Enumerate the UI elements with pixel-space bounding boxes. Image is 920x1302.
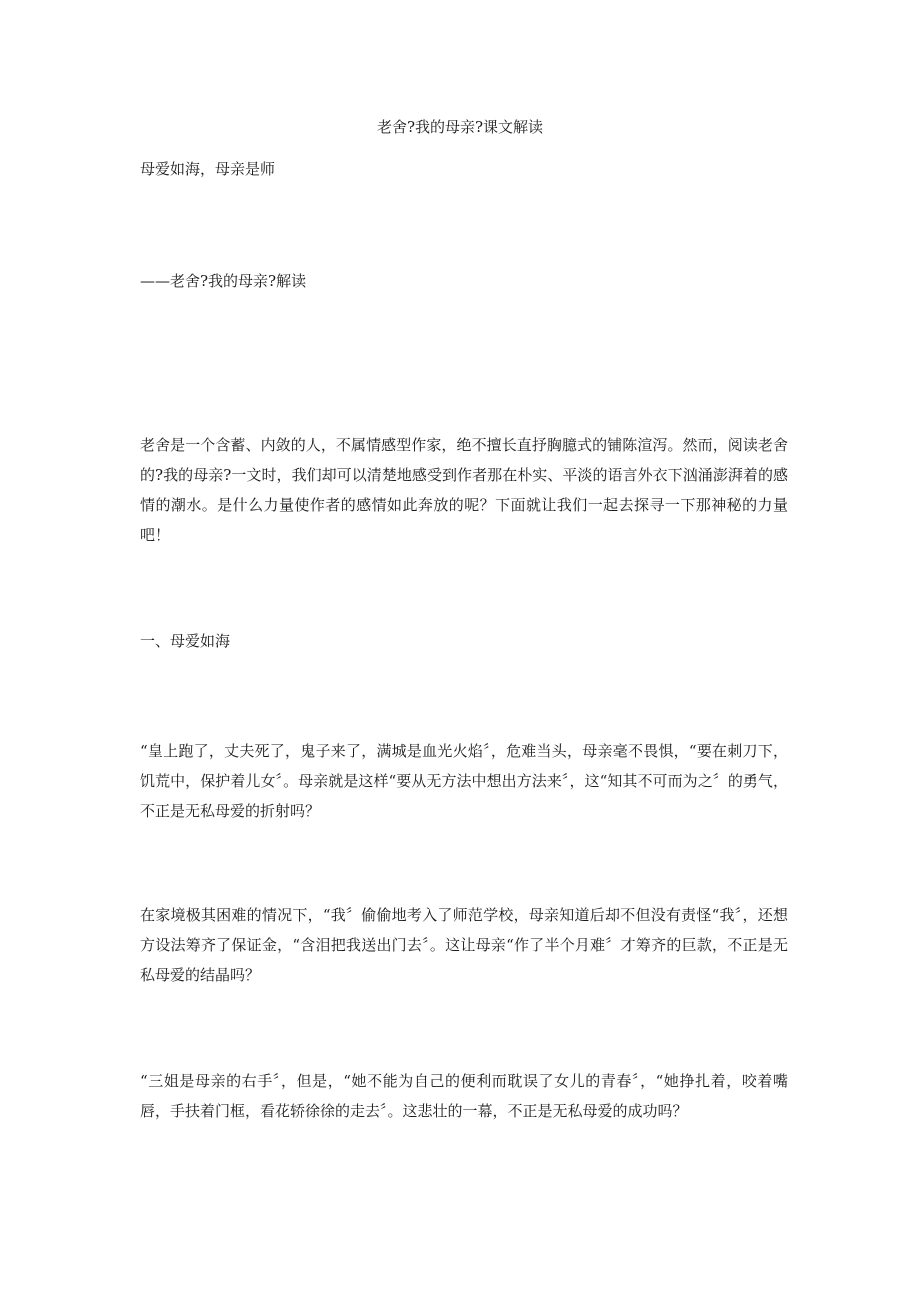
- document-title: 老舍?我的母亲?课文解读: [376, 118, 544, 136]
- body-paragraph-3: “三姐是母亲的右手〞，但是，“她不能为自己的便利而耽误了女儿的青春〞，“她挣扎着，咬着嘴唇，手扶着门框，看花轿徐徐的走去〞。这悲壮的一幕，不正是无私母爱的成功吗？: [140, 1072, 788, 1120]
- body-paragraph-1: “皇上跑了，丈夫死了，鬼子来了，满城是血光火焰〞，危难当头，母亲毫不畏惧，“要在刺刀下，饥荒中，保护着儿女〞。母亲就是这样“要从无方法中想出方法来〞，这“知其不可而为之〞的勇气，不正是无私母爱的折射吗？: [140, 742, 788, 820]
- body-paragraph-2: 在家境极其困难的情况下，“我〞偷偷地考入了师范学校，母亲知道后却不但没有责怪“我〞，还想方设法筹齐了保证金，“含泪把我送出门去〞。这让母亲“作了半个月难〞才筹齐的巨款，不正是无私母爱的结晶吗？: [140, 906, 788, 984]
- intro-paragraph: 老舍是一个含蓄、内敛的人，不属情感型作家，绝不擅长直抒胸臆式的铺陈渲泻。然而，阅读老舍的?我的母亲?一文时，我们却可以清楚地感受到作者那在朴实、平淡的语言外衣下汹涌澎湃着的感情的潮水。是什么力量使作者的感情如此奔放的呢？下面就让我们一起去探寻一下那神秘的力量吧！: [140, 436, 788, 544]
- section-heading: 一、母爱如海: [140, 632, 231, 650]
- document-subtitle: 母爱如海，母亲是师: [140, 160, 276, 178]
- document-byline: ——老舍?我的母亲?解读: [140, 272, 307, 290]
